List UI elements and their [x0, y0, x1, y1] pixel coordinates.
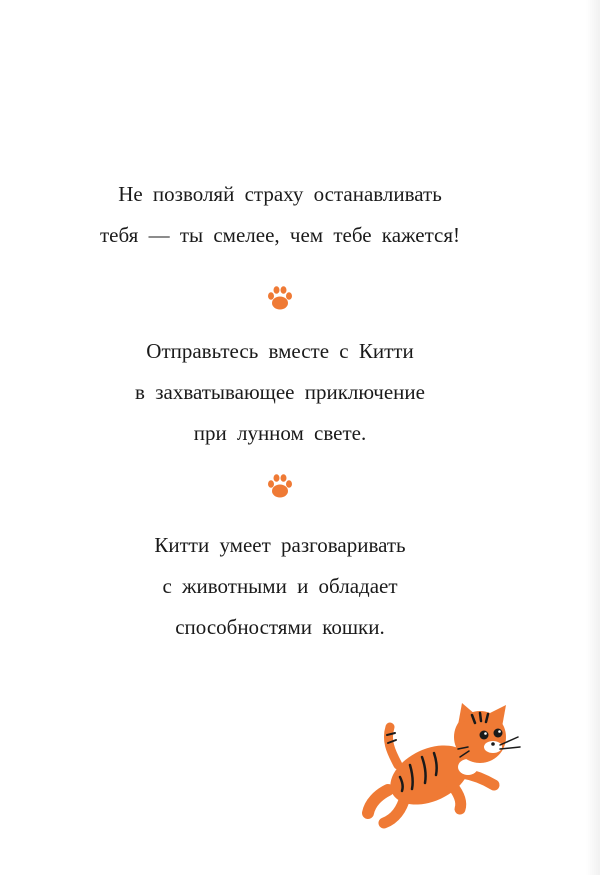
paragraph-3-line-1: Китти умеет разговаривать — [154, 533, 406, 557]
page-edge-shadow — [586, 0, 600, 875]
paw-print-icon — [263, 281, 297, 315]
paragraph-1-line-1: Не позволяй страху останавливать — [118, 182, 442, 206]
paragraph-2-line-3: при лунном свете. — [193, 421, 367, 445]
paragraph-3-line-3: способностями кошки. — [175, 615, 385, 639]
paragraph-1-line-2: тебя — ты смелее, чем тебе кажется! — [100, 223, 460, 247]
paragraph-1 — [0, 174, 560, 256]
paragraph-3 — [0, 525, 560, 648]
paragraph-2-line-1: Отправьтесь вместе с Китти — [146, 339, 414, 363]
paragraph-2-line-2: в захватывающее приключение — [135, 380, 425, 404]
paragraph-3-line-2: с животными и обладает — [162, 574, 398, 598]
paragraph-2 — [0, 331, 560, 454]
paw-print-icon — [263, 469, 297, 503]
kitten-illustration — [350, 695, 525, 835]
